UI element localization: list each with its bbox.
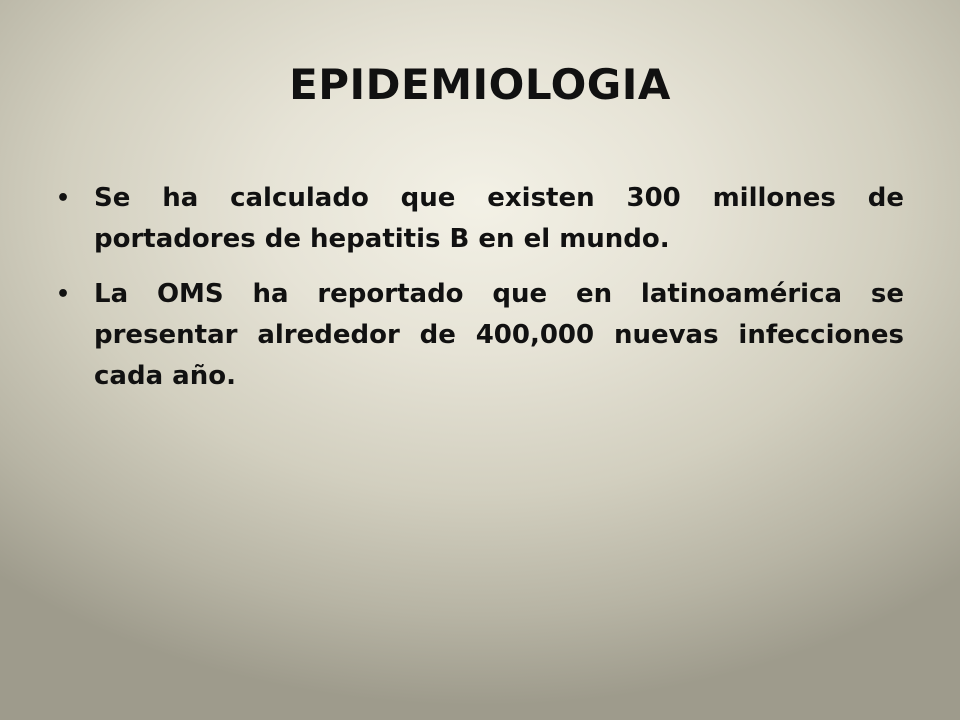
bullet-item bbox=[52, 178, 904, 260]
slide-title: EPIDEMIOLOGIA bbox=[289, 60, 671, 109]
bullet-icon: • bbox=[56, 282, 71, 307]
bullet-text: La OMS ha reportado que en latinoamérica se presentar alrededor de 400,000 nuevas infecciones cada año. bbox=[94, 279, 904, 391]
bullet-item bbox=[52, 274, 904, 397]
bullet-list bbox=[52, 178, 904, 411]
bullet-icon: • bbox=[56, 186, 71, 211]
bullet-text: Se ha calculado que existen 300 millones de portadores de hepatitis B en el mundo. bbox=[94, 183, 904, 254]
